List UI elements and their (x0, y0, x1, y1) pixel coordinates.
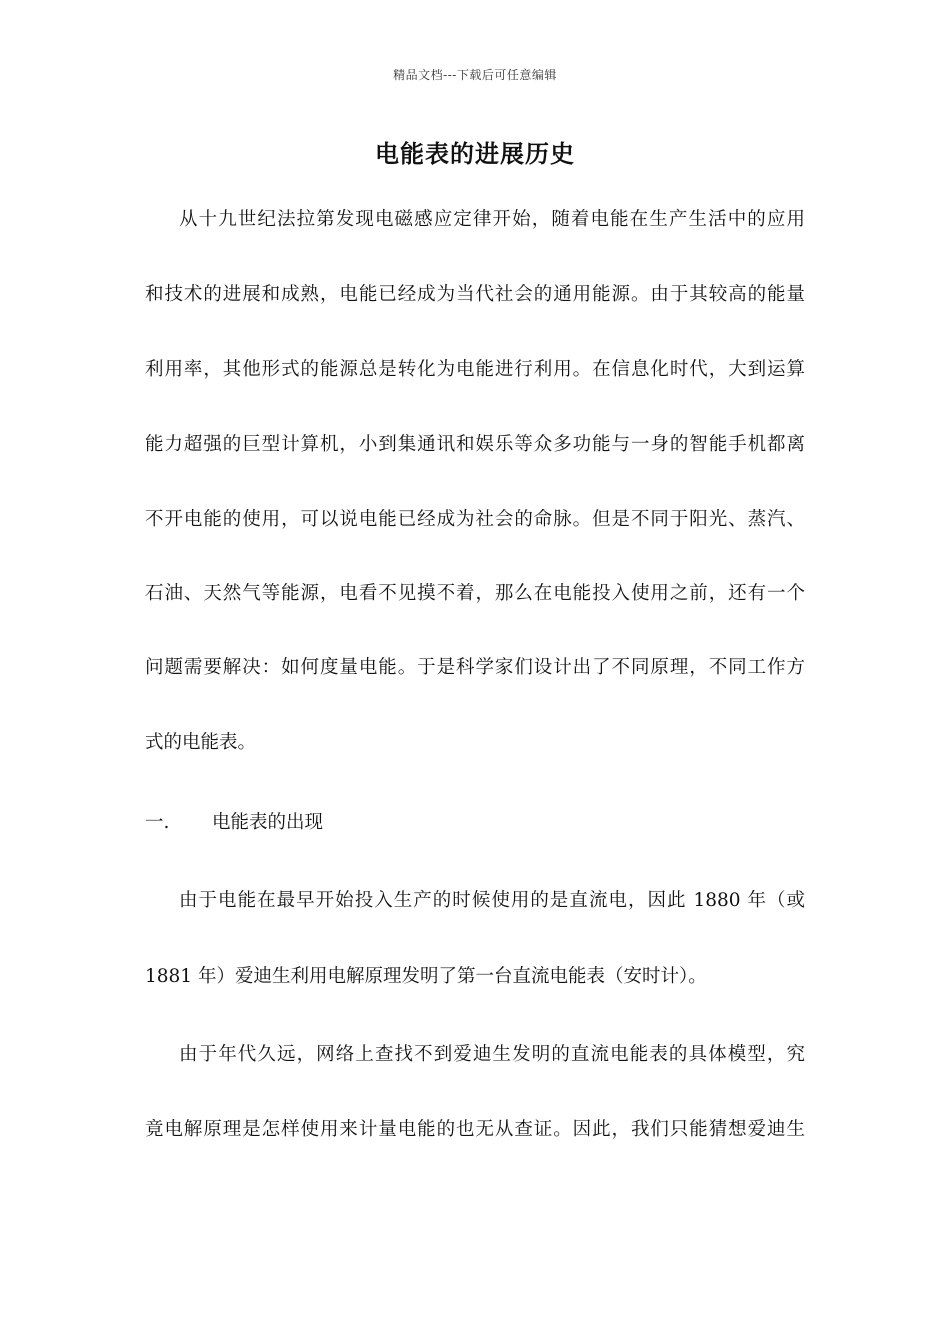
text-line: 竟电解原理是怎样使用来计量电能的也无从查证。因此，我们只能猜想爱迪生 (145, 1119, 805, 1140)
text-line: 利用率，其他形式的能源总是转化为电能进行利用。在信息化时代，大到运算 (145, 359, 805, 380)
text-line: 式的电能表。 (145, 732, 257, 753)
page-header: 精品文档---下载后可任意编辑 (393, 68, 557, 82)
text-line: 由于电能在最早开始投入生产的时候使用的是直流电，因此 1880 年（或 (179, 890, 805, 911)
text-line: 和技术的进展和成熟，电能已经成为当代社会的通用能源。由于其较高的能量 (145, 284, 805, 305)
text-line: 由于年代久远，网络上查找不到爱迪生发明的直流电能表的具体模型，究 (179, 1044, 805, 1065)
text-line: 1881 年）爱迪生利用电解原理发明了第一台直流电能表（安时计）。 (145, 966, 707, 987)
text-line: 从十九世纪法拉第发现电磁感应定律开始，随着电能在生产生活中的应用 (179, 209, 805, 230)
text-line: 不开电能的使用，可以说电能已经成为社会的命脉。但是不同于阳光、蒸汽、 (145, 509, 805, 530)
text-line: 能力超强的巨型计算机，小到集通讯和娱乐等众多功能与一身的智能手机都离 (145, 434, 805, 455)
text-line: 问题需要解决：如何度量电能。于是科学家们设计出了不同原理，不同工作方 (145, 657, 805, 678)
document-title: 电能表的进展历史 (375, 139, 575, 168)
section-number: 一. (145, 812, 170, 833)
text-line: 石油、天然气等能源，电看不见摸不着，那么在电能投入使用之前，还有一个 (145, 583, 805, 604)
section-title: 电能表的出现 (212, 812, 324, 833)
